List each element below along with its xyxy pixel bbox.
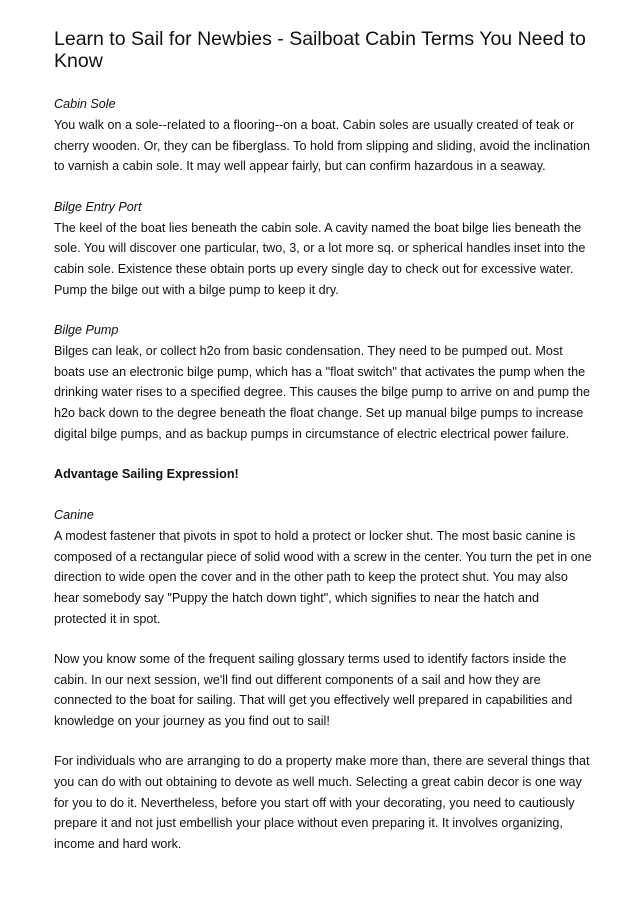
section-heading: Bilge Pump xyxy=(54,323,119,338)
section-body: Bilges can leak, or collect h2o from basic condensation. They need to be pumped out. Most boats use an electronic bilge pump, which has a "float switch" that activates the pump when the drinking water rises to a specified degree. This causes the bilge pump to arrive on and pump the h2o back down to the degree beneath the float change. Set up manual bilge pumps to increase digital bilge pumps, and as backup pumps in circumstance of electric electrical power failure. xyxy=(54,344,591,441)
paragraph-summary xyxy=(54,649,594,731)
section-bilge-entry-port xyxy=(54,197,594,300)
section-canine xyxy=(54,505,594,629)
section-heading: Canine xyxy=(54,508,94,523)
section-bilge-pump xyxy=(54,320,594,444)
document-title: Learn to Sail for Newbies - Sailboat Cabin Terms You Need to Know xyxy=(54,28,586,72)
paragraph-decor xyxy=(54,751,594,854)
section-body: A modest fastener that pivots in spot to hold a protect or locker shut. The most basic canine is composed of a rectangular piece of solid wood with a screw in the center. You turn the pet in one direction to wide open the cover and in the other path to keep the protect shut. You may also hear somebody say "Puppy the hatch down tight", which signifies to near the hatch and protected it in spot. xyxy=(54,529,592,626)
section-body: You walk on a sole--related to a flooring--on a boat. Cabin soles are usually created of teak or cherry wooden. Or, they can be fiberglass. To hold from slipping and sliding, avoid the inclination to varnish a cabin sole. It may well appear fairly, but can confirm hazardous in a seaway. xyxy=(54,118,591,174)
section-heading: Bilge Entry Port xyxy=(54,199,142,214)
bold-heading: Advantage Sailing Expression! xyxy=(54,467,239,482)
section-cabin-sole xyxy=(54,94,594,177)
paragraph-text: Now you know some of the frequent sailing glossary terms used to identify factors inside the cabin. In our next session, we'll find out different components of a sail and how they are connected to the boat for sailing. That will get you effectively well prepared in capabilities and knowledge on your journey as you find out to sail! xyxy=(54,652,573,728)
section-heading: Cabin Sole xyxy=(54,97,116,111)
paragraph-text: For individuals who are arranging to do a property make more than, there are several things that you can do with out obtaining to devote as well much. Selecting a great cabin decor is one way for you to do it. Nevertheless, before you start off with your decorating, you need to cautiously prepare it and not just embellish your place without even preparing it. It involves organizing, income and hard work. xyxy=(54,754,590,851)
document-page xyxy=(54,28,594,874)
section-body: The keel of the boat lies beneath the cabin sole. A cavity named the boat bilge lies beneath the sole. You will discover one particular, two, 3, or a lot more sq. or spherical handles inset into the cabin sole. Existence these obtain ports up every single day to check out for excessive water. Pump the bilge out with a bilge pump to keep it dry. xyxy=(54,220,586,297)
